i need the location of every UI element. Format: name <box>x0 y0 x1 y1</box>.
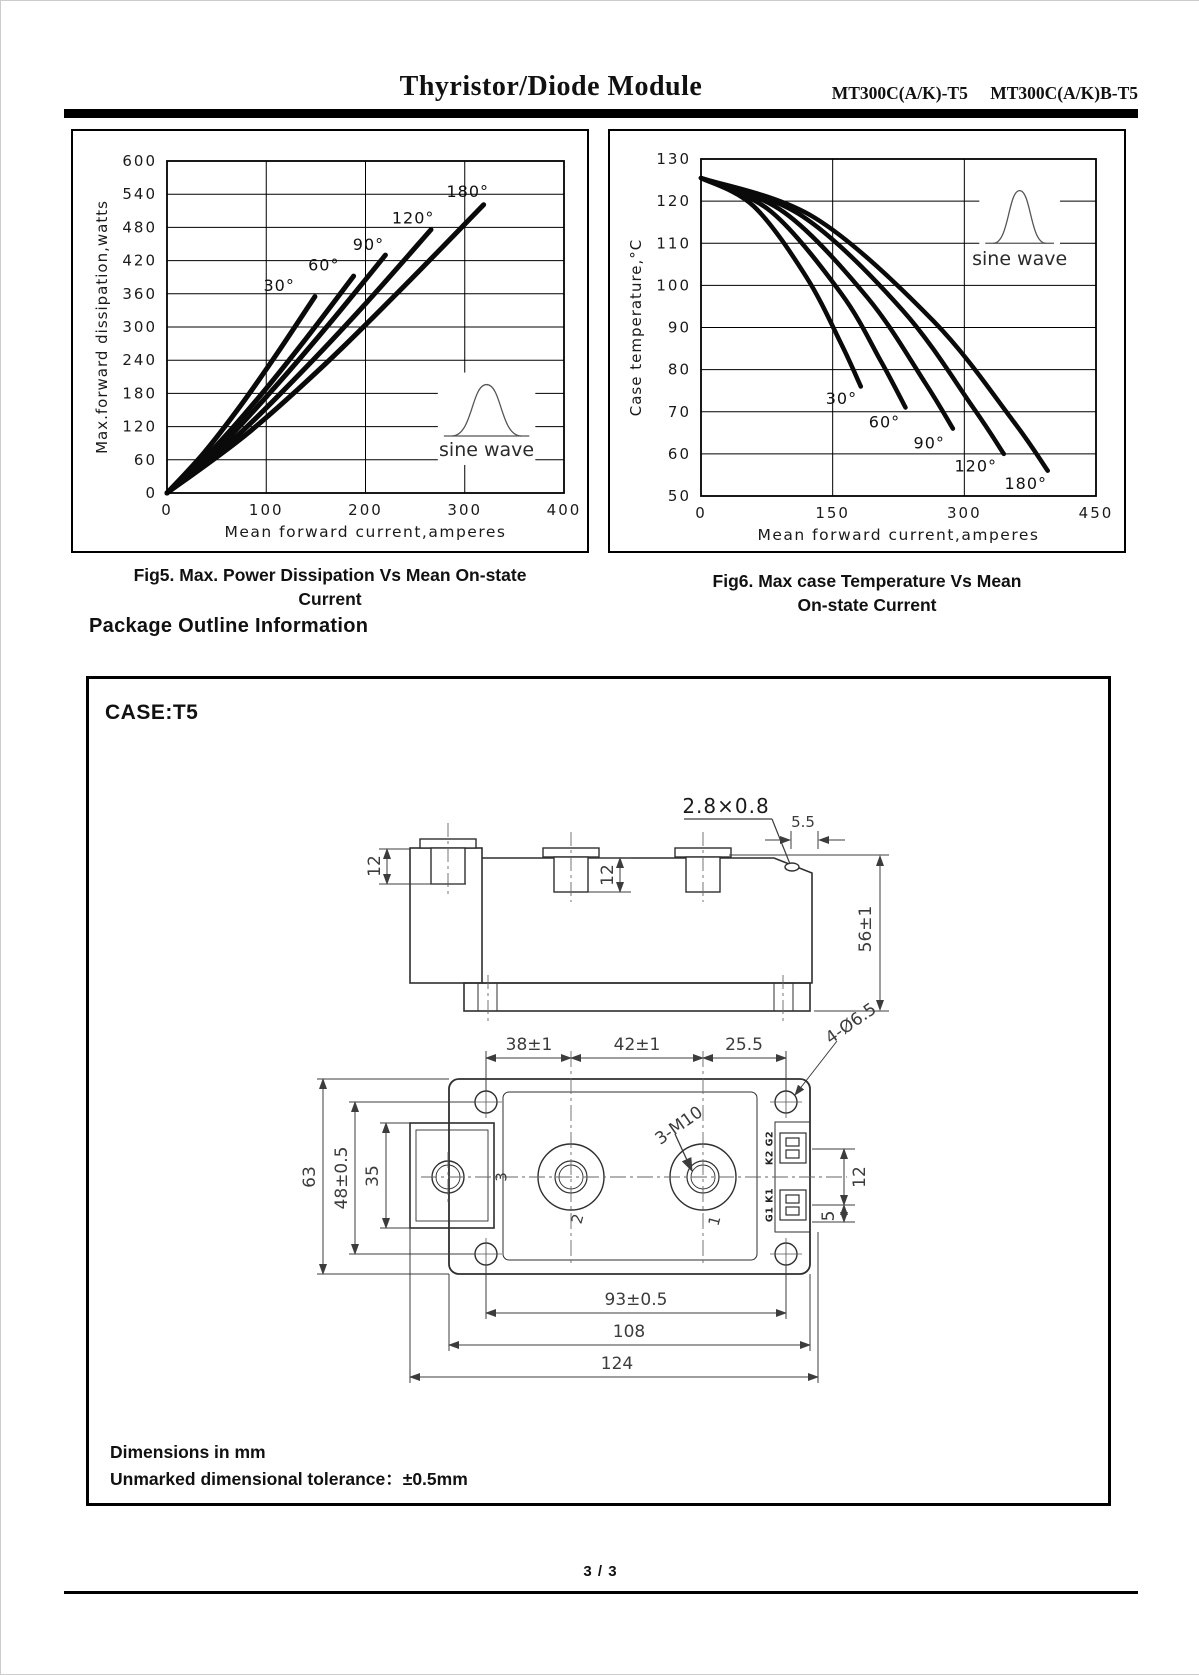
xtick-label: 200 <box>348 501 383 519</box>
ytick-label: 360 <box>122 284 157 303</box>
gate-connectors <box>780 1133 806 1220</box>
hole-crosshairs <box>470 1086 802 1270</box>
dim-63: 63 <box>300 1166 320 1188</box>
ytick-label: 420 <box>122 251 157 270</box>
dim-5: 5 <box>819 1210 839 1222</box>
ytick-label: 180 <box>122 384 157 403</box>
top-view-outline <box>410 1079 810 1274</box>
dim-42: 42±1 <box>613 1035 661 1055</box>
ytick-label: 90 <box>667 318 691 337</box>
sine-wave-label: sine wave <box>439 438 535 461</box>
dim-38: 38±1 <box>505 1035 553 1055</box>
dim-48: 48±0.5 <box>332 1146 352 1210</box>
top-view-centerlines <box>421 1051 847 1267</box>
series-label-120°: 120° <box>391 208 435 228</box>
case-type-label: CASE:T5 <box>105 701 199 724</box>
x-axis-label: Mean forward current,amperes <box>224 523 507 541</box>
dim-93: 93±0.5 <box>604 1290 668 1310</box>
ytick-label: 600 <box>122 152 157 170</box>
dim-stud-height-left: 12 <box>365 855 385 877</box>
series-label-90°: 90° <box>352 235 385 255</box>
series-label-60°: 60° <box>868 412 901 432</box>
y-axis-label: Case temperature,°C <box>627 238 645 417</box>
fig5-caption-line1: Fig5. Max. Power Dissipation Vs Mean On-state <box>133 565 527 585</box>
page-number: 3 / 3 <box>583 1563 618 1580</box>
ytick-label: 70 <box>667 402 691 421</box>
terminal-3-label: 3 <box>492 1172 511 1182</box>
y-axis-label: Max.forward dissipation,watts <box>93 200 111 454</box>
dim-tab-size: 2.8×0.8 <box>682 794 770 818</box>
ytick-label: 80 <box>667 360 691 379</box>
xtick-label: 450 <box>1078 504 1114 522</box>
series-label-90°: 90° <box>913 433 945 453</box>
xtick-label: 0 <box>161 501 173 519</box>
dimension-notes <box>110 1439 468 1493</box>
dim-holes: 4-Ø6.5 <box>821 999 881 1049</box>
ytick-label: 60 <box>133 450 157 469</box>
xtick-label: 100 <box>248 501 284 519</box>
xtick-label: 150 <box>815 504 850 522</box>
x-axis-label: Mean forward current,amperes <box>757 526 1040 544</box>
ytick-label: 480 <box>122 218 157 237</box>
ytick-label: 60 <box>667 444 691 463</box>
dim-35: 35 <box>363 1165 383 1187</box>
xtick-label: 400 <box>546 501 582 519</box>
series-label-180°: 180° <box>1004 474 1048 494</box>
ytick-label: 100 <box>656 276 691 295</box>
series-label-30°: 30° <box>825 389 858 409</box>
terminal-1-label: 1 <box>704 1213 725 1228</box>
part-number-2: MT300C(A/K)B-T5 <box>990 83 1138 103</box>
connector-bottom-label: G1 K1 <box>764 1187 776 1223</box>
ytick-label: 120 <box>656 192 691 211</box>
part-number-1: MT300C(A/K)-T5 <box>831 83 968 103</box>
xtick-label: 300 <box>447 501 483 519</box>
ytick-label: 110 <box>656 234 691 253</box>
fig5-chart-frame <box>71 129 589 553</box>
note-tolerance: Unmarked dimensional tolerance：±0.5mm <box>110 1469 468 1490</box>
header-rule <box>64 109 1138 118</box>
xtick-label: 0 <box>695 504 707 522</box>
connector-top-label: K2 G2 <box>764 1130 776 1166</box>
ytick-label: 0 <box>145 484 157 502</box>
package-outline-heading: Package Outline Information <box>89 615 369 637</box>
fig6-caption <box>608 569 1126 617</box>
fig6-chart-frame <box>608 129 1126 553</box>
series-label-60°: 60° <box>308 255 340 275</box>
dim-124: 124 <box>600 1354 634 1374</box>
series-label-180°: 180° <box>446 181 490 201</box>
dim-thread: 3-M10 <box>651 1102 707 1150</box>
fig5-chart <box>73 131 586 550</box>
fig6-caption-line1: Fig6. Max case Temperature Vs Mean <box>712 571 1022 591</box>
ytick-label: 540 <box>122 185 157 204</box>
series-label-120°: 120° <box>954 456 998 476</box>
ytick-label: 120 <box>122 417 157 436</box>
ytick-label: 130 <box>656 150 691 168</box>
ytick-label: 50 <box>667 487 691 505</box>
package-drawing <box>89 679 1108 1503</box>
dim-tab-offset: 5.5 <box>791 813 815 831</box>
side-view-centerlines <box>448 823 783 1024</box>
series-curve-120° <box>701 178 1004 454</box>
note-units: Dimensions in mm <box>110 1442 266 1462</box>
part-numbers <box>814 83 1138 104</box>
case-outline-box <box>86 676 1111 1506</box>
fig5-caption <box>71 563 589 611</box>
mounting-holes <box>475 1091 797 1265</box>
xtick-label: 300 <box>947 504 982 522</box>
dim-25: 25.5 <box>725 1035 763 1055</box>
sine-wave-label: sine wave <box>972 248 1068 271</box>
fig5-caption-line2: Current <box>298 589 362 610</box>
fast-on-tab <box>785 863 799 871</box>
page-title: Thyristor/Diode Module <box>399 71 703 102</box>
dim-12: 12 <box>850 1166 870 1188</box>
dim-body-height: 56±1 <box>856 905 876 953</box>
dim-stud-height-mid: 12 <box>598 864 618 886</box>
ytick-label: 300 <box>122 318 157 336</box>
fig6-caption-line2: On-state Current <box>797 595 937 616</box>
dim-108: 108 <box>612 1322 646 1342</box>
ytick-label: 240 <box>122 351 157 370</box>
terminal-2-label: 2 <box>567 1211 588 1226</box>
footer-rule <box>64 1591 1138 1594</box>
fig6-chart <box>610 131 1123 550</box>
series-label-30°: 30° <box>263 276 295 296</box>
